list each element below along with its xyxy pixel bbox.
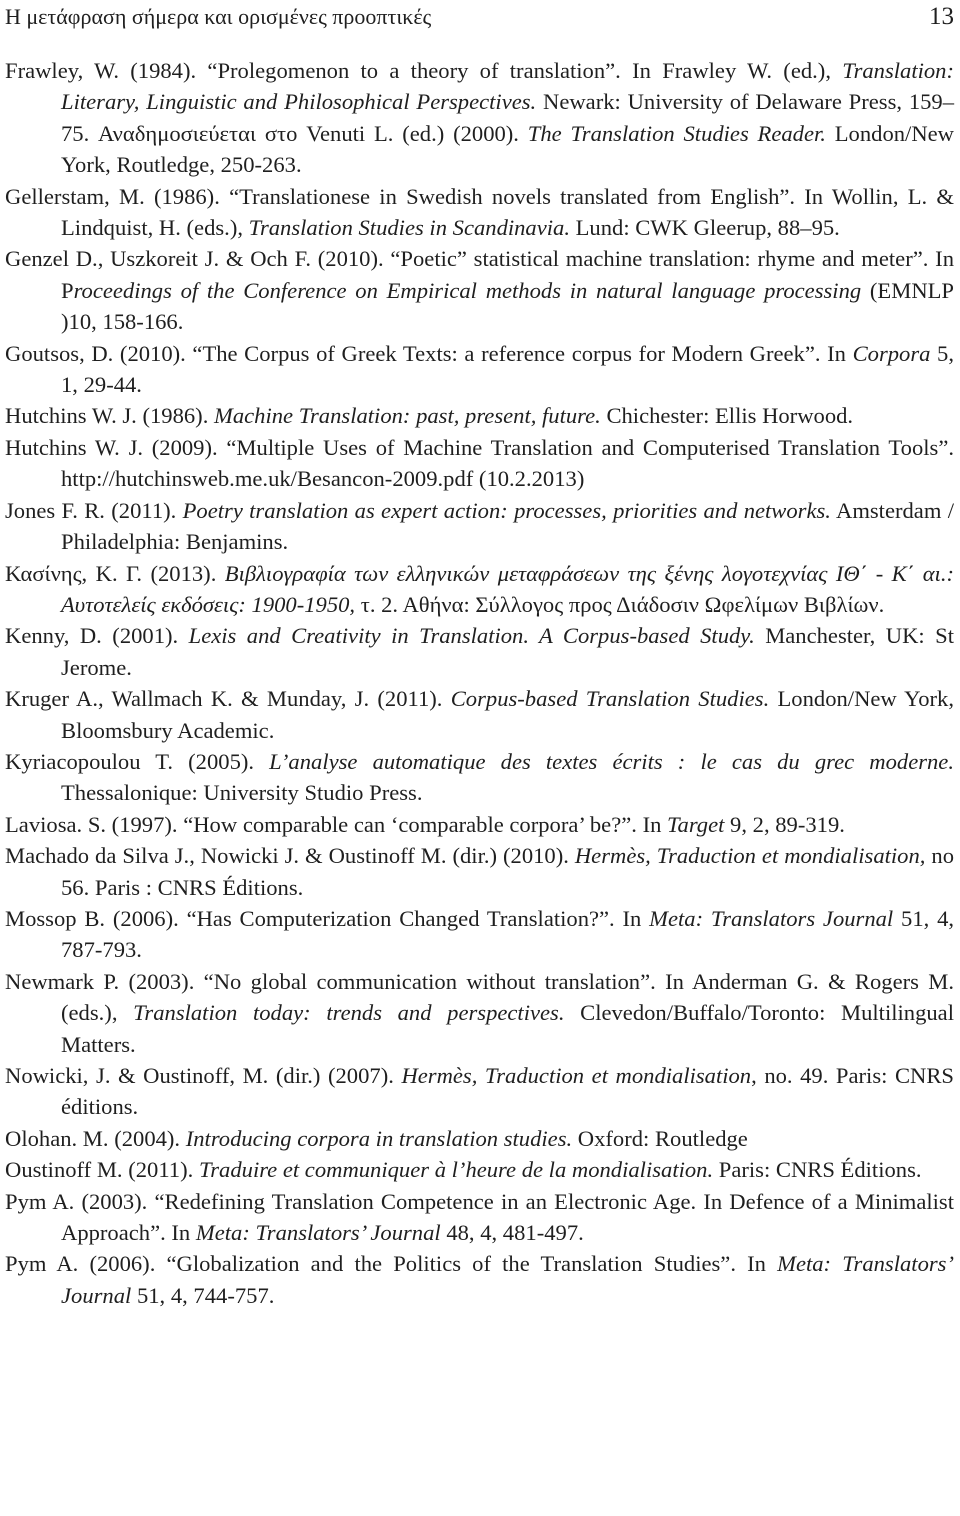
reference-title-italic: Translation: Literary, Linguistic and Philosophical Perspectives. bbox=[61, 58, 954, 115]
reference-list bbox=[5, 55, 954, 1311]
reference-title-italic: Corpora bbox=[852, 340, 931, 366]
reference-text: Oustinoff M. (2011). bbox=[5, 1157, 199, 1183]
reference-title-italic: Poetry translation as expert action: processes, priorities and networks. bbox=[182, 497, 831, 523]
reference-title-italic: Lexis and Creativity in Translation. A Corpus-based Study. bbox=[188, 623, 755, 649]
reference-text: London/New York, Routledge, 250-263. bbox=[61, 120, 954, 178]
reference-text: Manchester, UK: St Jerome. bbox=[61, 623, 954, 680]
reference-entry bbox=[5, 243, 954, 337]
reference-text: Laviosa. S. (1997). “How comparable can ‘comparable corpora’ be?”. In bbox=[5, 811, 668, 837]
reference-text: Genzel D., Uszkoreit J. & Och F. (2010). “Poetic” statistical machine translation: rhyme and meter”. In P bbox=[5, 246, 954, 303]
reference-title-italic: The Translation Studies Reader. bbox=[527, 120, 826, 146]
reference-title-italic: Βιβλιογραφία των ελληνικών μεταφράσεων της ξένης λογοτεχνίας ΙΘ΄ - Κ΄ αι.: Αυτοτελείς εκδόσεις: 1900-1950, bbox=[61, 560, 954, 617]
reference-text: 51, 4, 744-757. bbox=[131, 1282, 275, 1308]
reference-text: Kenny, D. (2001). bbox=[5, 623, 189, 649]
reference-text: 9, 2, 89-319. bbox=[724, 811, 845, 837]
reference-text: Hutchins W. J. (1986). bbox=[5, 403, 214, 429]
reference-entry bbox=[5, 1123, 954, 1154]
reference-entry bbox=[5, 840, 954, 903]
reference-text: Mossop B. (2006). “Has Computerization Changed Translation?”. In bbox=[5, 905, 650, 931]
reference-title-italic: Hermès, Traduction et mondialisation bbox=[401, 1063, 752, 1088]
reference-entry bbox=[5, 338, 954, 401]
reference-entry bbox=[5, 1060, 954, 1123]
reference-text: Hutchins W. J. (2009). “Multiple Uses of Machine Translation and Computerised Translation Tools”. http://hutchinsweb.me.uk/Besancon-2009.pdf (10.2.2013) bbox=[5, 434, 954, 492]
reference-text: Nowicki, J. & Oustinoff, M. (dir.) (2007). bbox=[5, 1063, 402, 1088]
reference-entry bbox=[5, 903, 954, 966]
reference-title-italic: Translation today: trends and perspectives. bbox=[133, 1000, 565, 1026]
reference-title-italic: Introducing corpora in translation studies. bbox=[185, 1125, 573, 1151]
reference-entry bbox=[5, 1248, 954, 1311]
reference-text: Amsterdam / Philadelphia: Benjamins. bbox=[61, 497, 954, 555]
reference-text: Frawley, W. (1984). “Prolegomenon to a theory of translation”. In Frawley W. (ed.), bbox=[5, 58, 843, 83]
reference-text: Kruger A., Wallmach K. & Munday, J. (2011). bbox=[5, 686, 451, 712]
reference-entry bbox=[5, 746, 954, 809]
page-number: 13 bbox=[929, 3, 954, 30]
reference-title-italic: Machine Translation: past, present, future. bbox=[214, 403, 601, 429]
reference-entry bbox=[5, 55, 954, 181]
reference-entry bbox=[5, 400, 954, 431]
reference-text: Oxford: Routledge bbox=[572, 1125, 748, 1151]
reference-text: Pym A. (2006). “Globalization and the Politics of the Translation Studies”. In bbox=[5, 1251, 778, 1277]
reference-text: Paris: CNRS Éditions. bbox=[713, 1157, 922, 1183]
reference-title-italic: Translation Studies in Scandinavia. bbox=[248, 215, 570, 241]
reference-entry bbox=[5, 432, 954, 495]
reference-title-italic: Traduire et communiquer à l’heure de la mondialisation. bbox=[198, 1157, 714, 1183]
reference-title-italic: Target bbox=[667, 811, 725, 837]
reference-text: τ. 2. Αθήνα: Σύλλογος προς Διάδοσιν Ωφελίμων Βιβλίων. bbox=[355, 591, 885, 617]
reference-text: (EMNLP )10, 158-166. bbox=[61, 277, 954, 335]
reference-text: 51, 4, 787-793. bbox=[61, 905, 955, 963]
running-header bbox=[5, 0, 954, 34]
reference-text: Pym A. (2003). “Redefining Translation Competence in an Electronic Age. In Defence of a Minimalist Approach”. In bbox=[5, 1188, 954, 1246]
reference-text: Newmark P. (2003). “No global communication without translation”. In Anderman G. & Rogers M. (eds.), bbox=[5, 968, 954, 1026]
reference-text: Chichester: Ellis Horwood. bbox=[600, 403, 854, 429]
reference-title-italic: Hermès, Traduction et mondialisation, bbox=[574, 843, 926, 869]
reference-text: Olohan. M. (2004). bbox=[5, 1125, 186, 1151]
reference-text: Jones F. R. (2011). bbox=[5, 497, 183, 523]
reference-text: Machado da Silva J., Nowicki J. & Oustinoff M. (dir.) (2010). bbox=[5, 843, 575, 869]
reference-text: 5, 1, 29-44. bbox=[61, 340, 954, 398]
reference-title-italic: roceedings of the Conference on Empirical methods in natural language processing bbox=[73, 277, 862, 303]
reference-text: Κασίνης, Κ. Γ. (2013). bbox=[5, 560, 225, 586]
reference-entry bbox=[5, 620, 954, 683]
running-title: Η μετάφραση σήμερα και ορισμένες προοπτικές bbox=[5, 4, 432, 29]
reference-title-italic: Meta: Translators’ Journal bbox=[195, 1220, 441, 1246]
reference-entry bbox=[5, 809, 954, 840]
reference-entry bbox=[5, 966, 954, 1060]
reference-entry bbox=[5, 683, 954, 746]
reference-entry bbox=[5, 1186, 954, 1249]
reference-text: Newark: University of Delaware Press, 159–75. Αναδημοσιεύεται στο Venuti L. (ed.) (2000). bbox=[61, 89, 955, 146]
reference-text: Lund: CWK Gleerup, 88–95. bbox=[569, 215, 840, 241]
reference-entry bbox=[5, 181, 954, 244]
reference-text: , no. 49. Paris: CNRS éditions. bbox=[61, 1063, 954, 1120]
reference-text: no 56. Paris : CNRS Éditions. bbox=[61, 843, 954, 900]
reference-text: Clevedon/Buffalo/Toronto: Multilingual Matters. bbox=[61, 1000, 954, 1057]
reference-entry bbox=[5, 1154, 954, 1185]
reference-text: Gellerstam, M. (1986). “Translationese in Swedish novels translated from English”. In Wollin, L. & Lindquist, H. (eds.), bbox=[5, 183, 954, 241]
reference-title-italic: L’analyse automatique des textes écrits : le cas du grec moderne. bbox=[269, 748, 954, 774]
reference-text: Kyriacopoulou T. (2005). bbox=[5, 748, 270, 774]
reference-text: Goutsos, D. (2010). “The Corpus of Greek Texts: a reference corpus for Modern Greek”. In bbox=[5, 340, 853, 366]
reference-title-italic: Corpus-based Translation Studies. bbox=[450, 686, 770, 712]
reference-title-italic: Meta: Translators Journal bbox=[649, 905, 894, 931]
reference-entry bbox=[5, 558, 954, 621]
reference-text: London/New York, Bloomsbury Academic. bbox=[61, 686, 954, 743]
reference-text: Thessalonique: University Studio Press. bbox=[61, 780, 423, 806]
reference-text: 48, 4, 481-497. bbox=[440, 1220, 584, 1246]
reference-title-italic: Meta: Translators’ Journal bbox=[61, 1251, 954, 1308]
reference-entry bbox=[5, 495, 954, 558]
